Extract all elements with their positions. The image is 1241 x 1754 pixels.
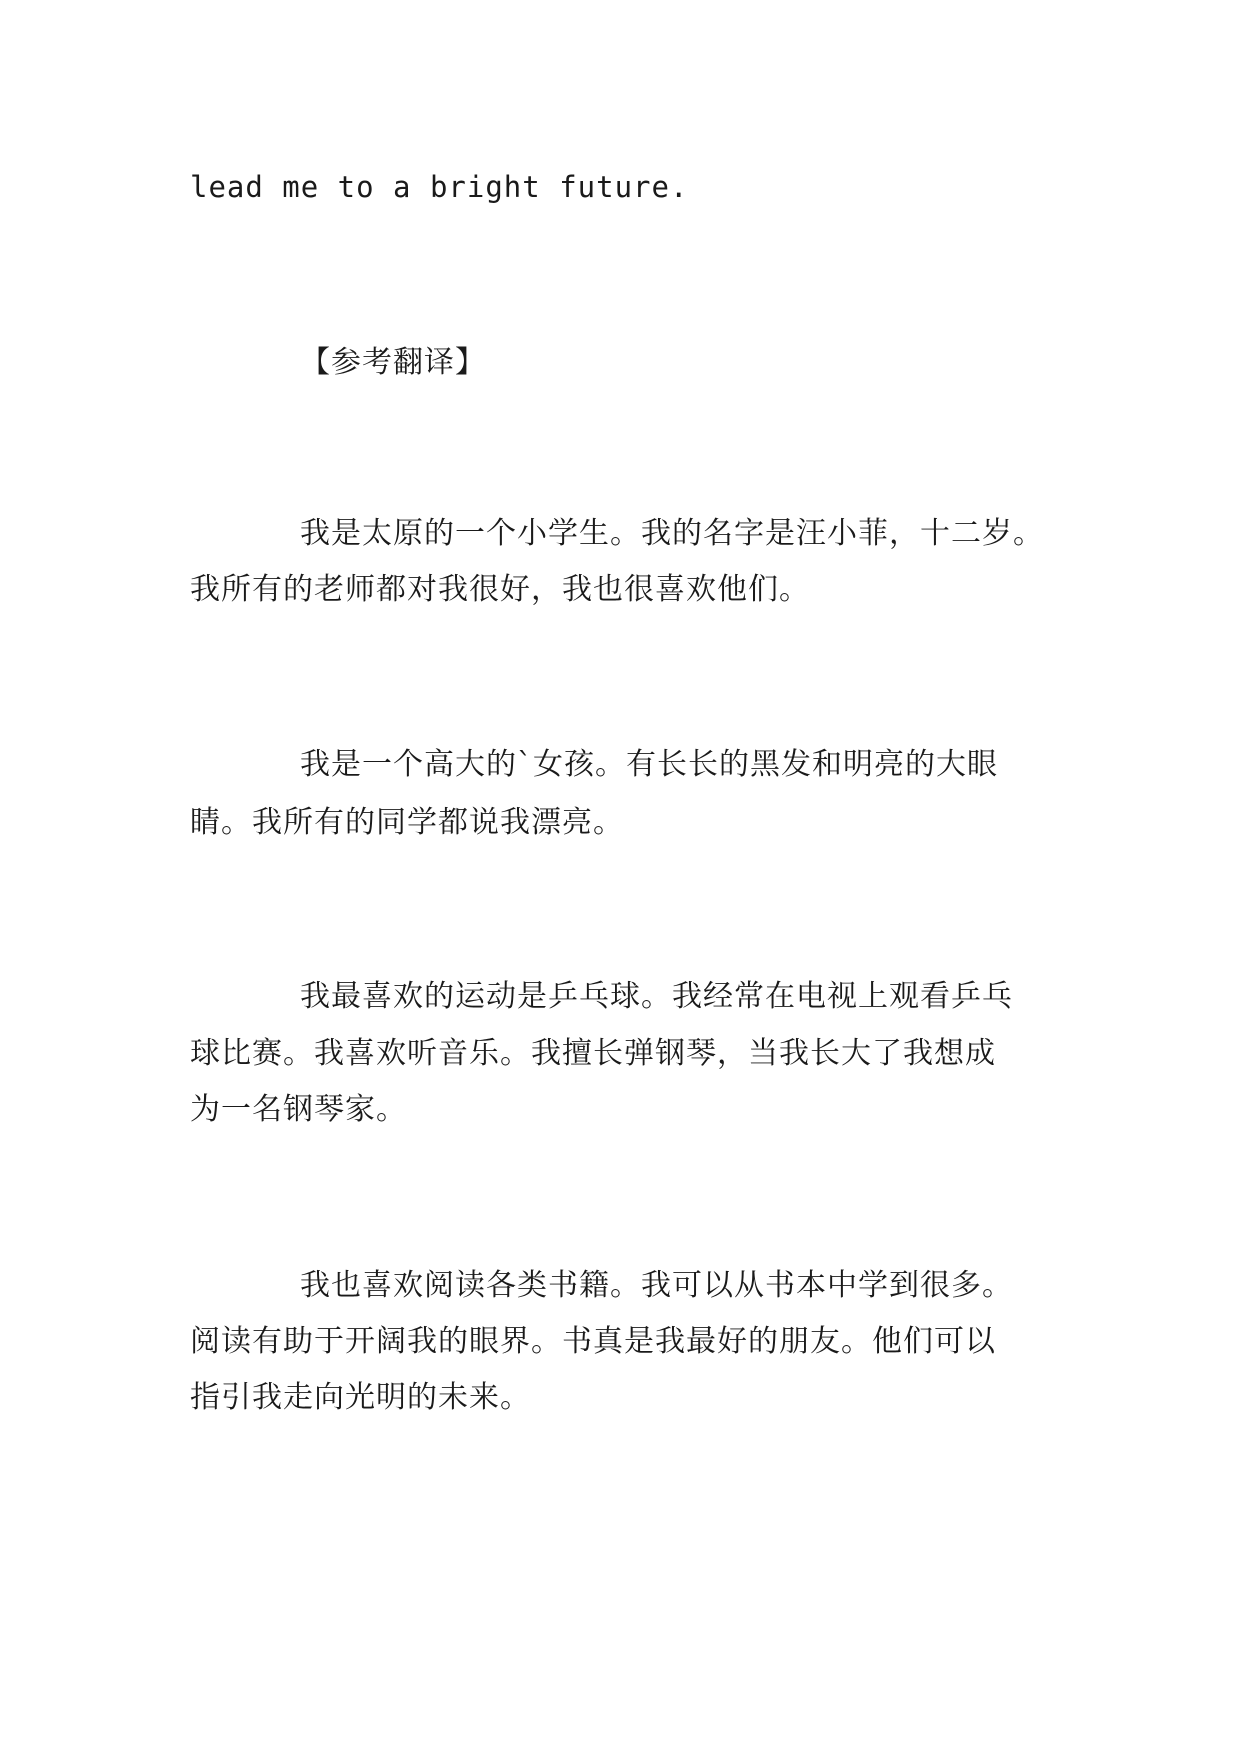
paragraph-2-line-1: 我是一个高大的`女孩。有长长的黑发和明亮的大眼 [300, 747, 998, 782]
paragraph-3-line-3: 为一名钢琴家。 [190, 1092, 407, 1127]
paragraph-3-line-1: 我最喜欢的运动是乒乓球。我经常在电视上观看乒乓 [300, 979, 1013, 1014]
paragraph-1-line-1: 我是太原的一个小学生。我的名字是汪小菲，十二岁。 [300, 516, 1044, 551]
section-heading: 【参考翻译】 [300, 345, 486, 380]
paragraph-4-line-1: 我也喜欢阅读各类书籍。我可以从书本中学到很多。 [300, 1268, 1013, 1303]
paragraph-2-line-2: 睛。我所有的同学都说我漂亮。 [190, 805, 624, 840]
english-text-line: lead me to a bright future. [190, 170, 689, 204]
paragraph-4-line-3: 指引我走向光明的未来。 [190, 1380, 531, 1415]
paragraph-1-line-2: 我所有的老师都对我很好，我也很喜欢他们。 [190, 572, 810, 607]
paragraph-4-line-2: 阅读有助于开阔我的眼界。书真是我最好的朋友。他们可以 [190, 1324, 996, 1359]
paragraph-3-line-2: 球比赛。我喜欢听音乐。我擅长弹钢琴，当我长大了我想成 [190, 1036, 996, 1071]
